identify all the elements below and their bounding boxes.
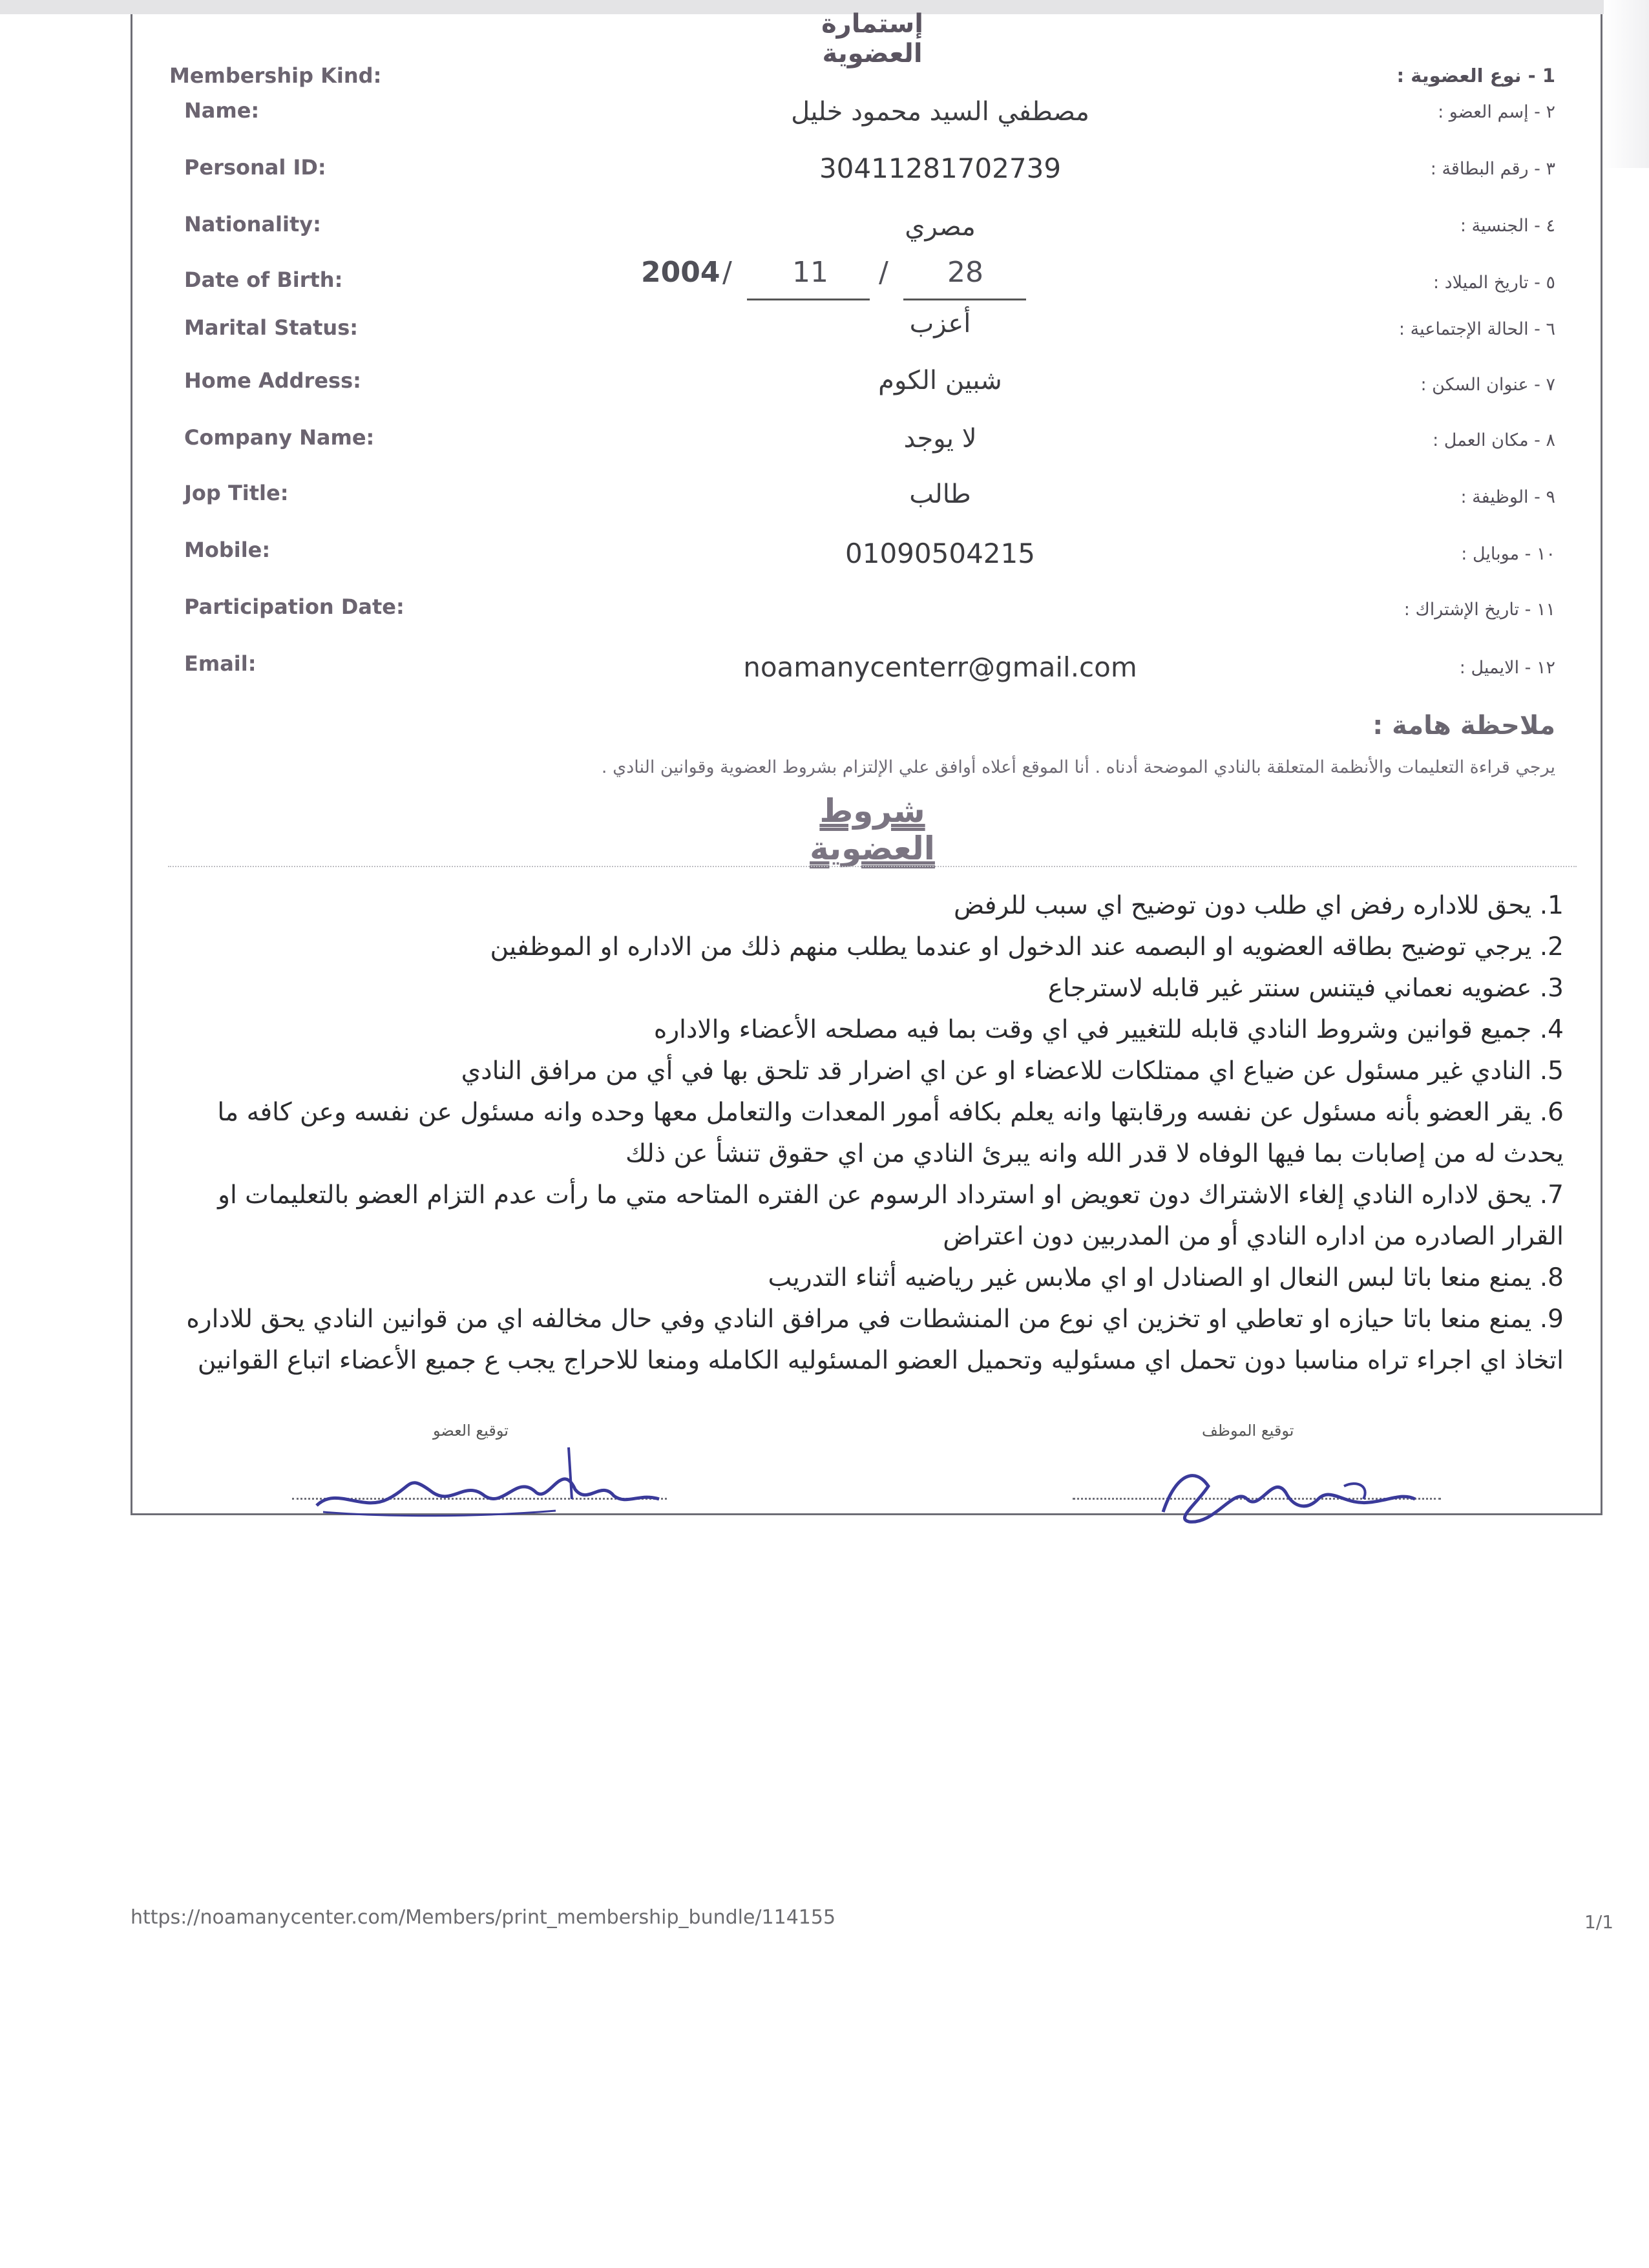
term-item: 7. يحق لاداره النادي إلغاء الاشتراك دون تعويض او استرداد الرسوم عن الفتره المتاحه متي ما رأت عدم التزام العضو بالتعليمات او القرار الصادره من اداره النادي أو من المدربين دون اعتراض [218,1181,1564,1251]
label-email-ar: ١٢ - الايميل : [1459,658,1555,678]
page-number: 1/1 [1584,1911,1614,1933]
label-name-ar: ٢ - إسم العضو : [1438,102,1555,122]
dob-month-underline [747,299,870,300]
label-name-en: Name: [184,98,260,123]
label-company-name-ar: ٨ - مكان العمل : [1433,430,1555,450]
value-nationality: مصري [905,212,976,242]
label-job-title-en: Jop Title: [184,481,289,505]
value-marital-status: أعزب [909,309,971,339]
label-date-of-birth-ar: ٥ - تاريخ الميلاد : [1433,273,1555,293]
label-membership-kind-ar: 1 - نوع العضوية : [1396,65,1555,87]
label-membership-kind-en: Membership Kind: [169,63,382,88]
label-marital-status-ar: ٦ - الحالة الإجتماعية : [1398,319,1555,339]
section-divider [168,866,1577,867]
scan-right-shade [1604,0,1649,168]
dob-year: 2004 [641,256,720,289]
label-home-address-ar: ٧ - عنوان السكن : [1420,375,1555,395]
value-name: مصطفي السيد محمود خليل [791,97,1089,127]
value-home-address: شبين الكوم [878,366,1002,395]
value-job-title: طالب [909,479,971,509]
staff-signature-label: توقيع الموظف [1202,1422,1294,1440]
dob-separator-1: / [722,256,732,289]
term-item: 4. جميع قوانين وشروط النادي قابله للتغيير في اي وقت بما فيه مصلحه الأعضاء والاداره [653,1015,1564,1044]
value-email: noamanycenterr@gmail.com [743,651,1137,683]
label-email-en: Email: [184,651,257,676]
label-mobile-en: Mobile: [184,538,271,562]
print-url: https://noamanycenter.com/Members/print_membership_bundle/114155 [131,1906,836,1929]
value-personal-id: 30411281702739 [819,152,1062,184]
member-signature-label: توقيع العضو [433,1422,509,1440]
label-personal-id-ar: ٣ - رقم البطاقة : [1430,159,1555,179]
dob-day: 28 [947,256,983,289]
value-company-name: لا يوجد [903,424,977,454]
term-item: 9. يمنع منعا باتا حيازه او تعاطي او تخزين اي نوع من المنشطات في مرافق النادي وفي حال مخالفه اي من قوانين النادي يحق للاداره اتخاذ اي اجراء تراه مناسبا دون تحمل اي مسئوليه وتحميل العضو المسئوليه الكامله ومنعا للاحراج يجب ع جميع الأعضاء اتباع القوانين [186,1305,1564,1375]
terms-list [168,885,1564,1381]
label-nationality-ar: ٤ - الجنسية : [1460,216,1555,236]
member-signature [310,1434,672,1525]
dob-separator-2: / [879,256,888,289]
label-marital-status-en: Marital Status: [184,315,359,340]
label-participation-date-ar: ١١ - تاريخ الإشتراك : [1403,600,1555,620]
terms-title: شروط العضوية [810,792,935,867]
label-date-of-birth-en: Date of Birth: [184,268,343,292]
dob-month: 11 [792,256,828,289]
label-personal-id-en: Personal ID: [184,155,326,180]
form-title: إستمارة العضوية [821,9,923,68]
term-item: 5. النادي غير مسئول عن ضياع اي ممتلكات للاعضاء او عن اي اضرار قد تلحق بها في أي من مرافق النادي [461,1056,1564,1086]
label-home-address-en: Home Address: [184,368,361,393]
term-item: 1. يحق للاداره رفض اي طلب دون توضيح اي سبب للرفض [954,891,1564,920]
note-heading: ملاحظة هامة : [1372,711,1555,740]
term-item: 6. يقر العضو بأنه مسئول عن نفسه ورقابتها وانه يعلم بكافه أمور المعدات والتعامل معها وحده وانه مسئول عن نفسه وعن كافه ما يحدث له من إصابات بما فيها الوفاه لا قدر الله وانه يبرئ النادي من اي حقوق تنشأ عن ذلك [217,1098,1564,1168]
staff-signature [1150,1447,1422,1531]
label-nationality-en: Nationality: [184,212,321,236]
term-item: 8. يمنع منعا باتا لبس النعال او الصنادل او اي ملابس غير رياضيه أثناء التدريب [768,1263,1564,1292]
dob-day-underline [903,299,1026,300]
label-company-name-en: Company Name: [184,425,375,450]
note-text: يرجي قراءة التعليمات والأنظمة المتعلقة بالنادي الموضحة أدناه . أنا الموقع أعلاه أوافق علي الإلتزام بشروط العضوية وقوانين النادي . [601,757,1555,777]
term-item: 2. يرجي توضيح بطاقه العضويه او البصمه عند الدخول او عندما يطلب منهم ذلك من الاداره او الموظفين [490,932,1564,961]
value-mobile: 01090504215 [845,538,1035,569]
label-mobile-ar: ١٠ - موبايل : [1461,544,1555,564]
label-participation-date-en: Participation Date: [184,594,404,619]
term-item: 3. عضويه نعماني فيتنس سنتر غير قابله لاسترجاع [1047,974,1564,1003]
label-job-title-ar: ٩ - الوظيفة : [1460,487,1555,507]
